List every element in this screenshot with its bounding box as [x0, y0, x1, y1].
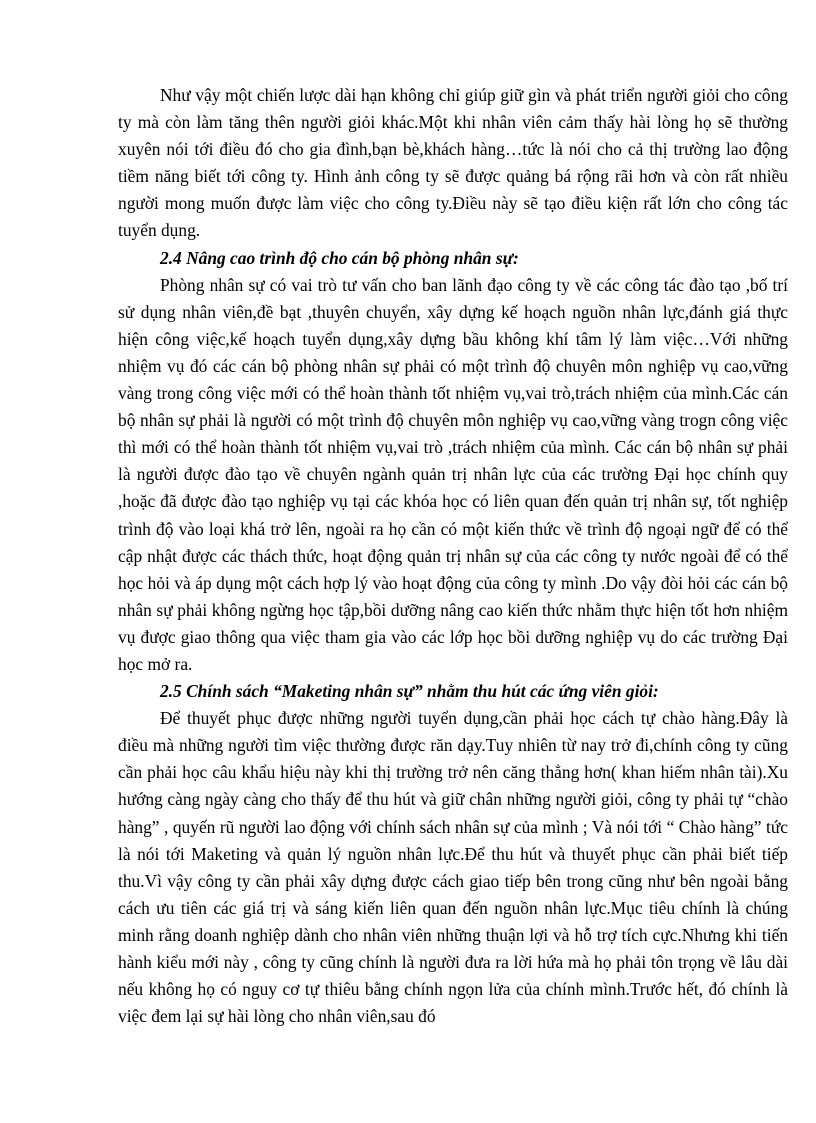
- paragraph-hr-marketing: Để thuyết phục được những người tuyển dụng,cần phải học cách tự chào hàng.Đây là điều mà những người tìm việc thường được răn dạy.Tuy nhiên từ nay trở đi,chính công ty cũng cần phải học câu khẩu hiệu này khi thị trường trở nên căng thẳng hơn( khan hiếm nhân tài).Xu hướng càng ngày càng cho thấy để thu hút và giữ chân những người giỏi, công ty phải tự “chào hàng” , quyến rũ người lao động với chính sách nhân sự của mình ; Và nói tới “ Chào hàng” tức là nói tới Maketing và quản lý nguồn nhân lực.Để thu hút và thuyết phục cần phải biết tiếp thu.Vì vậy công ty cần phải xây dựng được cách giao tiếp bên trong cũng như bên ngoài bằng cách ưu tiên các giá trị và sáng kiến liên quan đến nguồn nhân lực.Mục tiêu chính là chúng minh rằng doanh nghiệp dành cho nhân viên những thuận lợi và hỗ trợ tích cực.Nhưng khi tiến hành kiểu mới này , công ty cũng chính là người đưa ra lời hứa mà họ phải tôn trọng về lâu dài nếu không họ có nguy cơ tự thiêu bằng chính ngọn lửa của chính mình.Trước hết, đó chính là việc đem lại sự hài lòng cho nhân viên,sau đó: [118, 708, 788, 1027]
- section-heading-2-5: 2.5 Chính sách “Maketing nhân sự” nhằm thu hút các ứng viên giỏi:: [160, 681, 659, 702]
- paragraph-hr-staff-qualification: Phòng nhân sự có vai trò tư vấn cho ban lãnh đạo công ty về các công tác đào tạo ,bố trí sử dụng nhân viên,đề bạt ,thuyên chuyển, xây dựng kế hoạch nguồn nhân lực,đánh giá thực hiện công việc,kế hoạch tuyển dụng,xây dựng bầu không khí tâm lý làm việc…Với những nhiệm vụ đó các cán bộ phòng nhân sự phải có một trình độ chuyên môn nghiệp vụ cao,vững vàng trong công việc mới có thể hoàn thành tốt nhiệm vụ,vai trò,trách nhiệm của mình.Các cán bộ nhân sự phải là người có một trình độ chuyên môn nghiệp vụ cao,vững vàng trogn công việc thì mới có thể hoàn thành tốt nhiệm vụ,vai trò ,trách nhiệm của mình. Các cán bộ nhân sự phải là người được đào tạo về chuyên ngành quản trị nhân lực của các trường Đại học chính quy ,hoặc đã được đào tạo nghiệp vụ tại các khóa học có liên quan đến quản trị nhân sự, tốt nghiệp trình độ vào loại khá trở lên, ngoài ra họ cần có một kiến thức về trình độ ngoại ngữ để có thể cập nhật được các thách thức, hoạt động quản trị nhân sự của các công ty nước ngoài để có thể học hỏi và áp dụng một cách hợp lý vào hoạt động của công ty mình .Do vậy đòi hỏi các cán bộ nhân sự phải không ngừng học tập,bồi dưỡng nâng cao kiến thức nhằm thực hiện tốt hơn nhiệm vụ được giao thông qua việc tham gia vào các lớp học bồi dưỡng nghiệp vụ do các trường Đại học mở ra.: [118, 274, 788, 674]
- section-heading-2-4: 2.4 Nâng cao trình độ cho cán bộ phòng nhân sự:: [160, 247, 519, 268]
- paragraph-long-term-strategy: Như vậy một chiến lược dài hạn không chỉ giúp giữ gìn và phát triển người giỏi cho công ty mà còn làm tăng thên người giỏi khác.Một khi nhân viên cảm thấy hài lòng họ sẽ thường xuyên nói tới điều đó cho gia đình,bạn bè,khách hàng…tức là nói cho cả thị trường lao động tiềm năng biết tới công ty. Hình ảnh công ty sẽ được quảng bá rộng rãi hơn và còn rất nhiều người mong muốn được làm việc cho công ty.Điều này sẽ tạo điều kiện rất lớn cho công tác tuyển dụng.: [118, 85, 788, 241]
- document-page: [118, 82, 788, 1030]
